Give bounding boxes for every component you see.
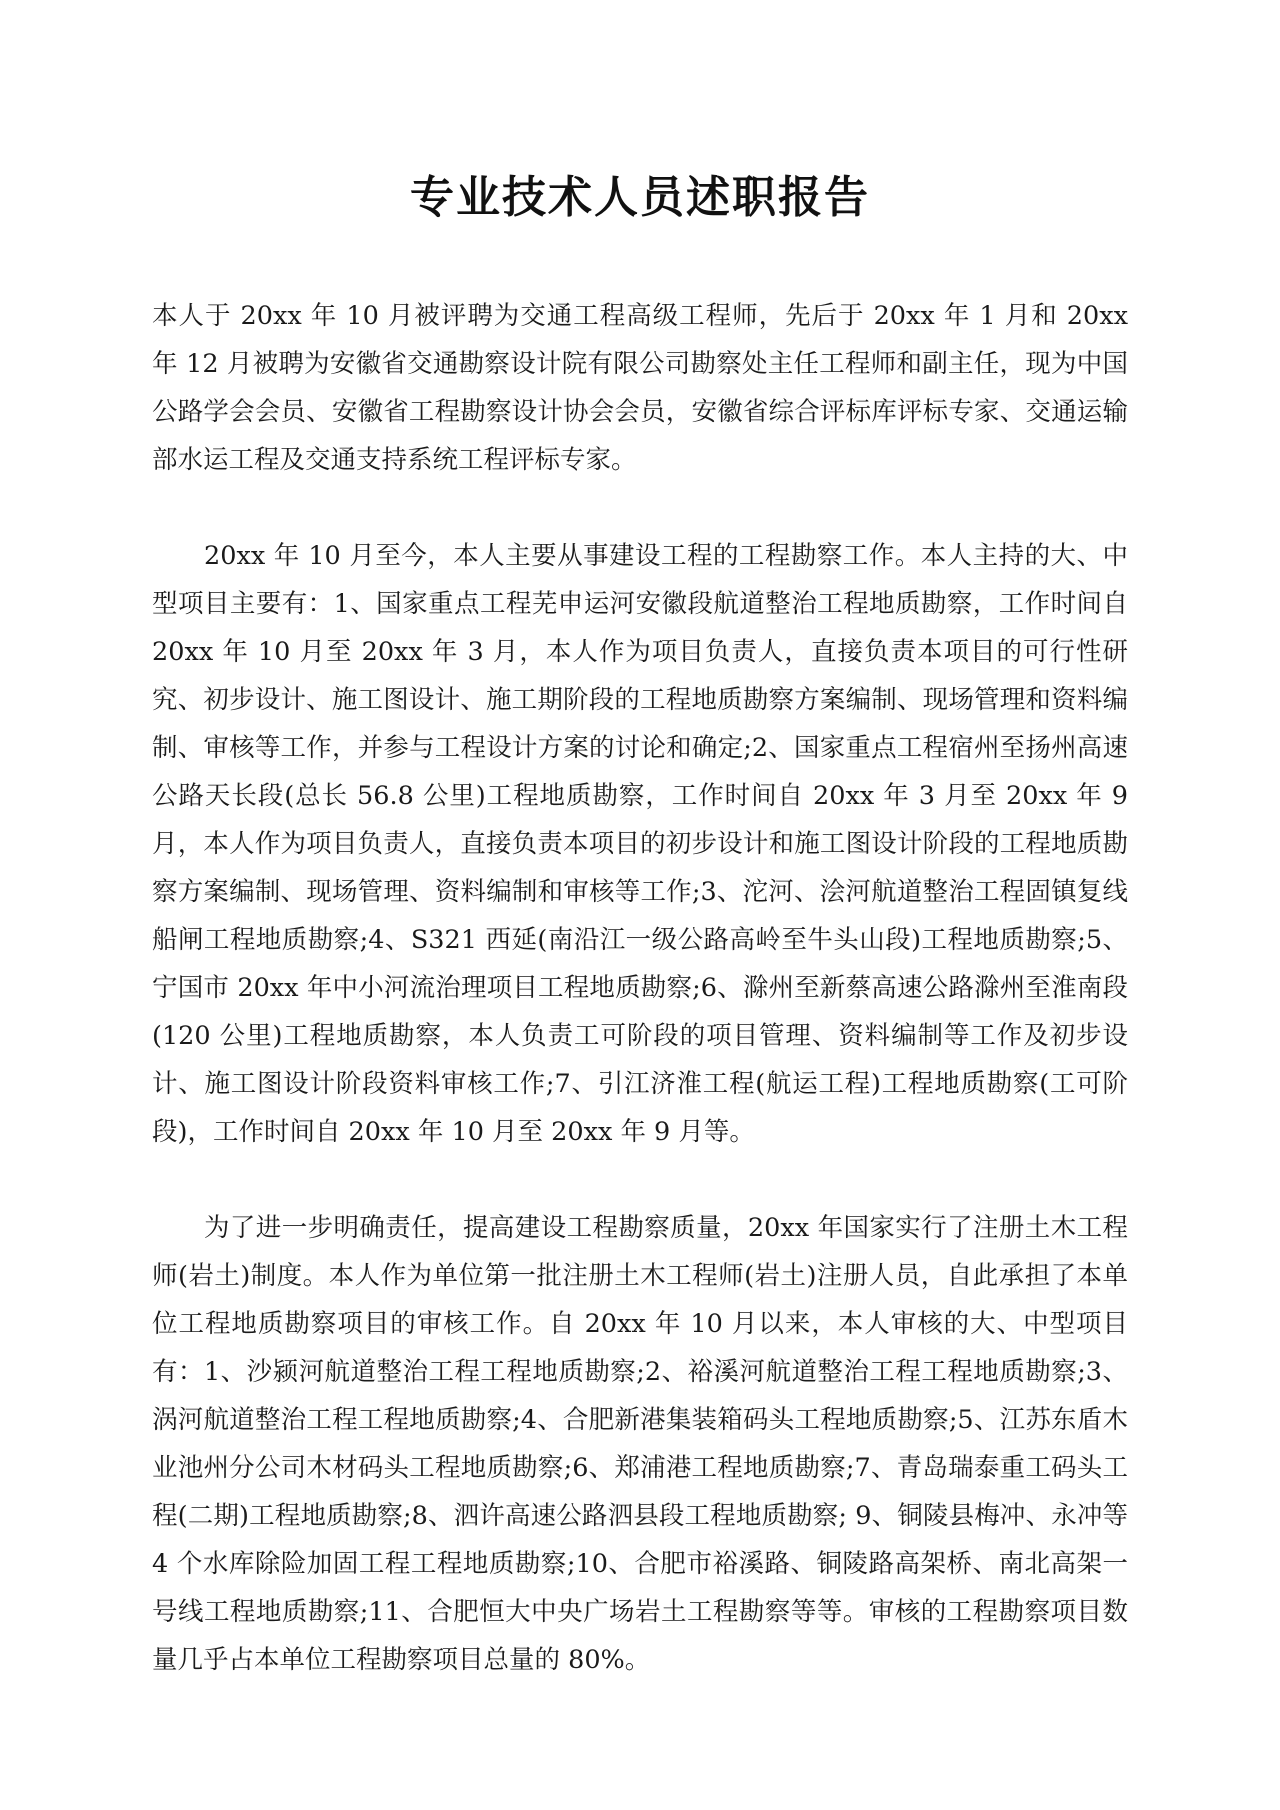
paragraph-projects-led: 20xx 年 10 月至今，本人主要从事建设工程的工程勘察工作。本人主持的大、中型项目主要有：1、国家重点工程芜申运河安徽段航道整治工程地质勘察，工作时间自 20xx 年 10 月至 20xx 年 3 月，本人作为项目负责人，直接负责本项目的可行性研究、初步设计、施工图设计、施工期阶段的工程地质勘察方案编制、现场管理和资料编制、审核等工作，并参与工程设计方案的讨论和确定;2、国家重点工程宿州至扬州高速公路天长段(总长 56.8 公里)工程地质勘察，工作时间自 20xx 年 3 月至 20xx 年 9 月，本人作为项目负责人，直接负责本项目的初步设计和施工图设计阶段的工程地质勘察方案编制、现场管理、资料编制和审核等工作;3、沱河、浍河航道整治工程固镇复线船闸工程地质勘察;4、S321 西延(南沿江一级公路高岭至牛头山段)工程地质勘察;5、宁国市 20xx 年中小河流治理项目工程地质勘察;6、滁州至新蔡高速公路滁州至淮南段(120 公里)工程地质勘察，本人负责工可阶段的项目管理、资料编制等工作及初步设计、施工图设计阶段资料审核工作;7、引江济淮工程(航运工程)工程地质勘察(工可阶段)，工作时间自 20xx 年 10 月至 20xx 年 9 月等。 bbox=[152, 541, 1128, 1147]
document-title: 专业技术人员述职报告 bbox=[410, 172, 870, 223]
paragraph-projects-reviewed: 为了进一步明确责任，提高建设工程勘察质量，20xx 年国家实行了注册土木工程师(岩土)制度。本人作为单位第一批注册土木工程师(岩土)注册人员，自此承担了本单位工程地质勘察项目的审核工作。自 20xx 年 10 月以来，本人审核的大、中型项目有：1、沙颍河航道整治工程工程地质勘察;2、裕溪河航道整治工程工程地质勘察;3、涡河航道整治工程工程地质勘察;4、合肥新港集装箱码头工程地质勘察;5、江苏东盾木业池州分公司木材码头工程地质勘察;6、郑浦港工程地质勘察;7、青岛瑞泰重工码头工程(二期)工程地质勘察;8、泗许高速公路泗县段工程地质勘察; 9、铜陵县梅冲、永冲等 4 个水库除险加固工程工程地质勘察;10、合肥市裕溪路、铜陵路高架桥、南北高架一号线工程地质勘察;11、合肥恒大中央广场岩土工程勘察等等。审核的工程勘察项目数量几乎占本单位工程勘察项目总量的 80%。 bbox=[152, 1213, 1128, 1675]
document-body bbox=[152, 292, 1128, 1732]
paragraph-intro: 本人于 20xx 年 10 月被评聘为交通工程高级工程师，先后于 20xx 年 1 月和 20xx 年 12 月被聘为安徽省交通勘察设计院有限公司勘察处主任工程师和副主任，现为中国公路学会会员、安徽省工程勘察设计协会会员，安徽省综合评标库评标专家、交通运输部水运工程及交通支持系统工程评标专家。 bbox=[152, 301, 1128, 475]
